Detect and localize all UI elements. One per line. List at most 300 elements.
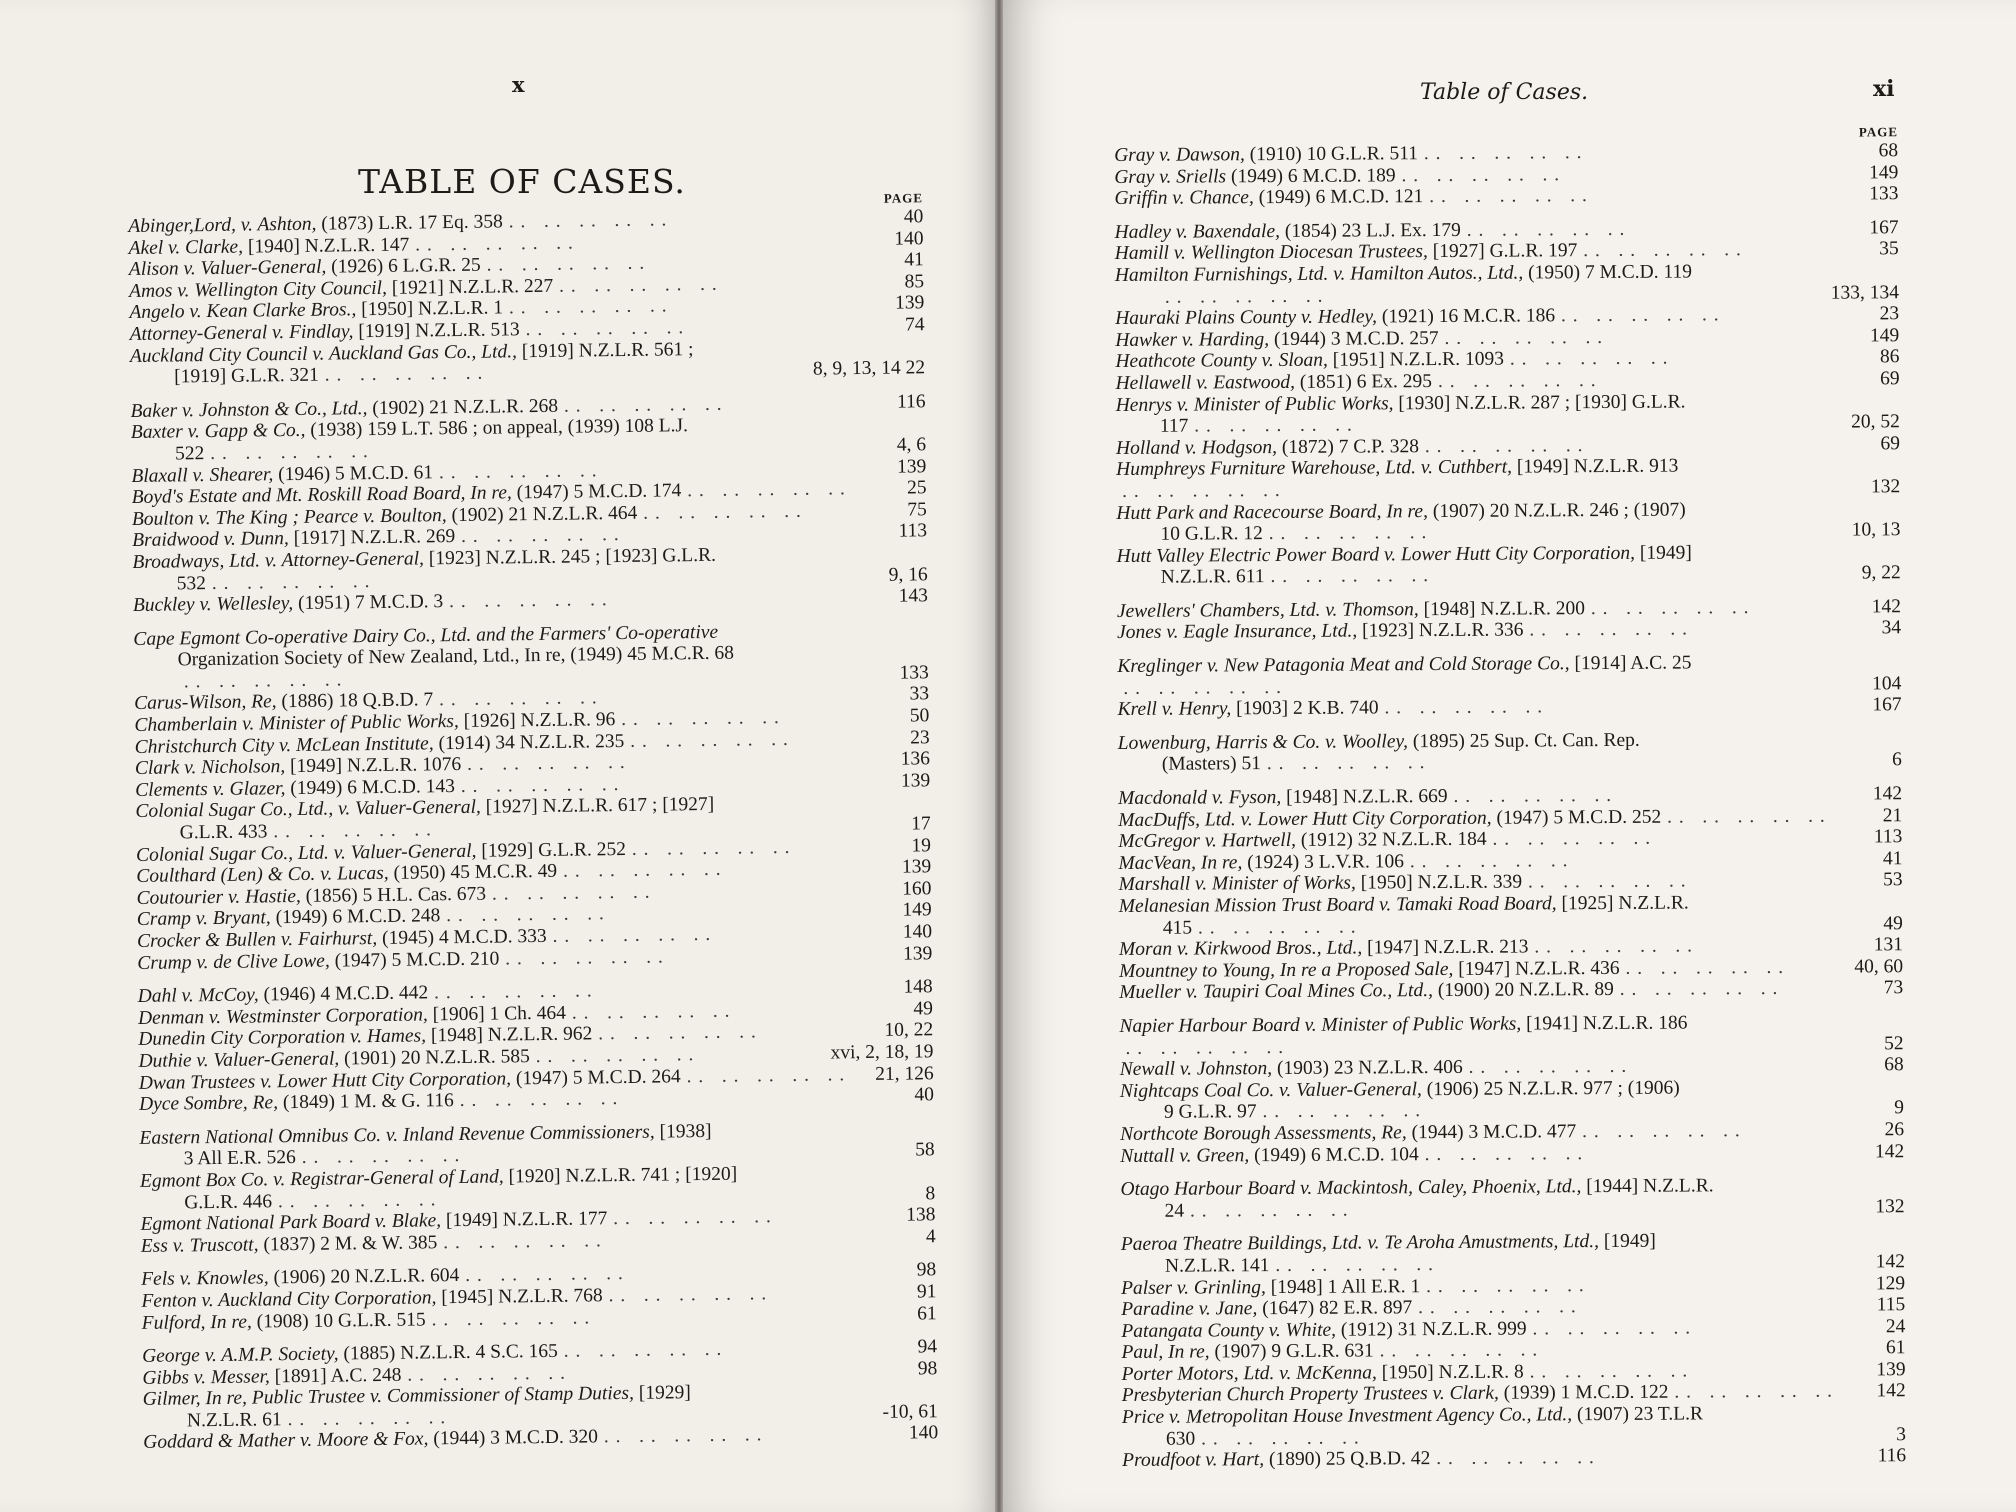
case-name: Gilmer, In re, Public Trustee v. Commissioner of Stamp Duties, [142, 1383, 635, 1411]
case-citation: (1885) N.Z.L.R. 4 S.C. 165 [343, 1340, 558, 1365]
case-citation-continued: G.L.R. 433 [179, 821, 268, 844]
case-group [1115, 217, 1901, 589]
page-column-label: PAGE [1858, 124, 1899, 140]
case-name: Braidwood v. Dunn, [132, 528, 289, 552]
case-name: Mueller v. Taupiri Coal Mines Co., Ltd., [1119, 980, 1433, 1004]
case-group [1119, 1011, 1904, 1167]
page-reference: 140 [894, 227, 924, 250]
case-citation: (1949) 6 M.C.D. 121 [1258, 186, 1424, 209]
case-citation: (1949) 6 M.C.D. 104 [1253, 1143, 1419, 1166]
case-name: Macdonald v. Fyson, [1118, 787, 1282, 810]
page-reference: 21 [1882, 804, 1903, 826]
case-citation: [1919] N.Z.L.R. 561 ; [521, 338, 694, 362]
page-reference: 86 [1879, 346, 1900, 368]
case-name: Proudfoot v. Hart, [1122, 1449, 1265, 1472]
case-name: Otago Harbour Board v. Mackintosh, Caley, Phoenix, Ltd., [1120, 1176, 1582, 1201]
page-reference: 61 [917, 1302, 937, 1324]
page-reference: 140 [908, 1422, 939, 1445]
page-reference: 160 [902, 878, 932, 900]
case-name: Chamberlain v. Minister of Public Works, [134, 711, 459, 737]
case-name: Fulford, In re, [141, 1311, 252, 1334]
case-citation: [1930] N.Z.L.R. 287 ; [1930] G.L.R. [1398, 391, 1686, 414]
page-reference: 6 [1892, 749, 1902, 771]
case-citation: (1851) 6 Ex. 295 [1299, 370, 1433, 393]
case-citation: [1938] [659, 1120, 712, 1143]
case-name: Baker v. Johnston & Co., Ltd., [130, 397, 368, 422]
case-citation: [1919] N.Z.L.R. 513 [358, 319, 520, 343]
running-head: Table of Cases. [1420, 80, 1589, 105]
left-page [0, 0, 995, 1512]
case-name: Baxter v. Gapp & Co., [130, 420, 306, 444]
case-entry [1115, 260, 1899, 308]
case-citation: (1837) 2 M. & W. 385 [263, 1232, 438, 1256]
page-reference: 139 [896, 455, 927, 478]
case-name: Boulton v. The King ; Pearce v. Boulton, [131, 504, 447, 530]
case-entry [1117, 618, 1901, 644]
page-reference: 139 [894, 292, 925, 315]
case-name: George v. A.M.P. Society, [142, 1343, 339, 1368]
case-entry [1120, 1141, 1904, 1167]
case-citation: [1950] N.Z.L.R. 1 [361, 297, 504, 321]
page-reference: 136 [900, 748, 931, 770]
case-name: Crocker & Bullen v. Fairhurst, [136, 928, 378, 952]
case-name: Cape Egmont Co-operative Dairy Co., Ltd. and the Farmers' Co-operative [133, 621, 719, 650]
page-reference: 40 [914, 1084, 935, 1106]
page-reference: 23 [1879, 303, 1900, 325]
page-reference: 149 [902, 899, 932, 921]
page-reference: 116 [896, 391, 926, 413]
page-reference: 149 [1868, 161, 1899, 183]
case-citation: (1949) 6 M.C.D. 248 [275, 905, 441, 929]
page-reference: 26 [1884, 1119, 1905, 1141]
page-reference: 69 [1880, 432, 1900, 455]
case-name: Jones v. Eagle Insurance, Ltd., [1117, 620, 1358, 644]
case-group [142, 1336, 938, 1454]
case-citation: (1895) 25 Sup. Ct. Can. Rep. [1412, 729, 1640, 753]
case-citation-continued: 415 [1162, 917, 1193, 939]
page-reference: 10, 22 [884, 1019, 934, 1042]
case-name: Mountney to Young, In re a Proposed Sale, [1119, 958, 1454, 982]
case-entry [1119, 891, 1903, 939]
case-citation: (1856) 5 H.L. Cas. 673 [305, 883, 487, 907]
page-reference: 167 [1869, 216, 1899, 239]
case-citation-continued: 9 G.L.R. 97 [1163, 1101, 1257, 1124]
case-name: Henrys v. Minister of Public Works, [1115, 392, 1394, 416]
case-citation: [1949] [1639, 542, 1692, 564]
case-group [1121, 1230, 1906, 1472]
case-citation: (1946) 5 M.C.D. 61 [277, 461, 434, 485]
case-citation-continued: 532 [176, 572, 207, 594]
case-citation-continued: G.L.R. 446 [184, 1190, 273, 1213]
case-citation: (1947) 5 M.C.D. 252 [1496, 806, 1662, 829]
case-entry [1120, 1076, 1904, 1124]
case-group [1114, 140, 1898, 210]
case-citation-continued: (Masters) 51 [1161, 753, 1262, 776]
case-citation: [1949] [1603, 1231, 1656, 1253]
case-name: Paradine v. Jane, [1121, 1298, 1258, 1321]
page-reference: 142 [1871, 596, 1901, 618]
case-group [1120, 1174, 1904, 1222]
case-name: Holland v. Hodgson, [1115, 436, 1278, 459]
case-citation: [1929] [638, 1382, 691, 1405]
case-name: Gray v. Sriells [1114, 165, 1227, 188]
case-citation: [1949] N.Z.L.R. 1076 [289, 754, 462, 778]
case-group [141, 1260, 937, 1334]
case-citation-continued: 3 All E.R. 526 [183, 1147, 296, 1170]
case-name: MacDuffs, Ltd. v. Lower Hutt City Corporation, [1118, 807, 1492, 831]
page-reference: 104 [1872, 672, 1902, 695]
case-name: Auckland City Council v. Auckland Gas Co., Ltd., [129, 340, 518, 367]
case-group [139, 1118, 936, 1257]
case-citation-continued: 117 [1159, 415, 1189, 437]
case-name: Hauraki Plains County v. Hedley, [1115, 306, 1377, 330]
case-name: Gray v. Dawson, [1114, 144, 1245, 166]
case-citation: [1940] N.Z.L.R. 147 [247, 234, 410, 258]
page-reference: 20, 52 [1850, 411, 1900, 433]
page-title: TABLE OF CASES. [358, 162, 686, 201]
case-citation-continued: [1919] G.L.R. 321 [174, 364, 319, 388]
case-entry [1122, 1402, 1906, 1450]
book-gutter [995, 0, 1003, 1512]
case-name: Napier Harbour Board v. Minister of Public Works, [1119, 1013, 1522, 1037]
case-name: Lowenburg, Harris & Co. v. Woolley, [1117, 731, 1408, 754]
case-name: Eastern National Omnibus Co. v. Inland Revenue Commissioners, [139, 1121, 655, 1149]
case-citation: [1925] N.Z.L.R. [1561, 892, 1689, 915]
case-name: Jewellers' Chambers, Ltd. v. Thomson, [1116, 599, 1419, 622]
case-name: Ess v. Truscott, [140, 1234, 259, 1257]
case-citation: (1903) 23 N.Z.L.R. 406 [1276, 1057, 1463, 1080]
case-citation: [1947] N.Z.L.R. 213 [1367, 936, 1529, 959]
case-citation: (1907) 20 N.Z.L.R. 246 ; (1907) [1432, 499, 1686, 522]
page-reference: 142 [1872, 783, 1903, 805]
page-reference: 98 [917, 1357, 938, 1380]
page-reference: 24 [1885, 1315, 1906, 1337]
case-citation: [1914] A.C. 25 [1574, 652, 1692, 675]
case-citation: (1947) 5 M.C.D. 174 [516, 480, 682, 504]
case-citation: (1908) 10 G.L.R. 515 [256, 1308, 426, 1333]
case-citation: (1914) 34 N.Z.L.R. 235 [438, 730, 625, 754]
page-reference: 52 [1884, 1032, 1904, 1054]
case-name: Denman v. Westminster Corporation, [137, 1004, 428, 1029]
case-citation: (1947) 5 M.C.D. 264 [515, 1065, 681, 1089]
case-citation: (1944) 3 M.C.D. 477 [1411, 1121, 1577, 1144]
case-entry [1114, 183, 1898, 209]
case-citation-continued: 630 [1165, 1428, 1196, 1450]
case-citation: (1947) 5 M.C.D. 210 [334, 948, 500, 972]
case-name: Porter Motors, Ltd. v. McKenna, [1121, 1362, 1377, 1385]
case-name: Dunedin City Corporation v. Hames, [138, 1025, 427, 1051]
case-name: Buckley v. Wellesley, [132, 593, 294, 617]
page-reference: 113 [1873, 826, 1903, 848]
page-reference: 139 [902, 942, 933, 965]
case-citation: (1902) 21 N.Z.L.R. 464 [451, 502, 638, 526]
case-citation: [1926] N.Z.L.R. 96 [463, 709, 616, 732]
page-reference: 40, 60 [1854, 955, 1904, 978]
case-name: Hellawell v. Eastwood, [1115, 371, 1296, 394]
page-reference: 115 [1876, 1294, 1906, 1316]
case-citation: (1949) 6 M.C.D. 189 [1230, 164, 1396, 187]
right-folio: xi [1873, 76, 1895, 102]
case-name: Newall v. Johnston, [1119, 1058, 1273, 1081]
page-reference: 8 [925, 1182, 936, 1204]
case-citation: (1873) L.R. 17 Eq. 358 [321, 211, 503, 235]
case-name: Carus-Wilson, Re, [134, 691, 277, 715]
case-citation: (1872) 7 C.P. 328 [1281, 435, 1419, 458]
case-citation: [1906] 1 Ch. 464 [432, 1002, 567, 1026]
page-reference: 49 [913, 998, 934, 1020]
case-citation: [1929] G.L.R. 252 [481, 838, 627, 862]
page-reference: 69 [1879, 368, 1900, 390]
page-reference: 133 [899, 662, 929, 684]
page-reference: 9, 22 [1861, 562, 1901, 584]
case-citation: (1886) 18 Q.B.D. 7 [281, 689, 434, 713]
case-name: Humphreys Furniture Warehouse, Ltd. v. Cuthbert, [1116, 456, 1513, 481]
page-reference: 138 [906, 1204, 936, 1226]
case-name: Hamilton Furnishings, Ltd. v. Hamilton Autos., Ltd., [1114, 262, 1524, 286]
page-reference: 8, 9, 13, 14 22 [812, 357, 926, 380]
case-citation: [1903] 2 K.B. 740 [1236, 697, 1379, 720]
case-name: Clements v. Glazer, [135, 777, 286, 801]
page-reference: 113 [898, 520, 928, 542]
case-name: Krell v. Henry, [1117, 698, 1232, 721]
case-name: Colonial Sugar Co., Ltd., v. Valuer-General, [135, 797, 481, 823]
page-reference: 139 [900, 770, 931, 792]
case-citation: (1910) 10 G.L.R. 511 [1249, 143, 1419, 166]
case-name: Goddard & Mather v. Moore & Fox, [143, 1428, 429, 1454]
case-name: Boyd's Estate and Mt. Roskill Road Board, In re, [131, 482, 512, 509]
page-reference: 142 [1875, 1251, 1905, 1273]
case-citation: (1900) 20 N.Z.L.R. 89 [1437, 979, 1614, 1002]
case-citation: [1948] N.Z.L.R. 669 [1286, 786, 1448, 808]
case-name: Nuttall v. Green, [1120, 1144, 1250, 1167]
page-reference: 9, 16 [888, 563, 928, 586]
case-citation: [1945] N.Z.L.R. 768 [441, 1285, 603, 1309]
page-reference: 68 [1884, 1054, 1904, 1076]
page-reference: 34 [1881, 617, 1902, 639]
case-name: Duthie v. Valuer-General, [138, 1048, 340, 1072]
page-reference: 35 [1879, 238, 1899, 260]
case-name: Griffin v. Chance, [1114, 187, 1254, 210]
page-reference: 41 [1882, 848, 1903, 870]
case-citation: (1950) 45 M.C.R. 49 [393, 861, 558, 885]
right-case-list [1114, 124, 1906, 1484]
page-reference: 142 [1876, 1380, 1906, 1402]
case-name: Cramp v. Bryant, [136, 907, 271, 931]
case-name: Patangata County v. White, [1121, 1319, 1337, 1342]
page-reference: 40 [903, 206, 924, 228]
case-citation: (1906) 20 N.Z.L.R. 604 [273, 1265, 460, 1289]
page-reference: 139 [1876, 1359, 1906, 1381]
case-entry [1119, 1011, 1903, 1059]
case-citation: [1951] N.Z.L.R. 1093 [1332, 348, 1504, 372]
page-reference: 10, 13 [1851, 519, 1901, 541]
case-citation-continued: N.Z.L.R. 61 [186, 1409, 282, 1432]
case-citation: (1926) 6 L.G.R. 25 [331, 254, 481, 278]
page-reference: 21, 126 [875, 1062, 934, 1085]
page-reference: xvi, 2, 18, 19 [830, 1041, 934, 1064]
case-citation: (1912) 32 N.Z.L.R. 184 [1300, 828, 1487, 852]
page-column-label: PAGE [883, 190, 924, 206]
case-name: Price v. Metropolitan House Investment Agency Co., Ltd., [1121, 1404, 1573, 1429]
case-entry [1116, 498, 1900, 546]
page-reference: 143 [898, 585, 929, 607]
case-citation: [1923] N.Z.L.R. 245 ; [1923] G.L.R. [428, 544, 717, 570]
case-name: Hutt Park and Racecourse Board, In re, [1116, 500, 1428, 524]
case-citation: [1948] 1 All E.R. 1 [1270, 1275, 1421, 1298]
case-citation: (1951) 7 M.C.D. 3 [297, 591, 444, 615]
case-citation: (1945) 4 M.C.D. 333 [381, 925, 547, 949]
case-entry [1117, 694, 1901, 720]
case-citation: (1854) 23 L.J. Ex. 179 [1284, 219, 1461, 242]
page-reference: 53 [1883, 869, 1903, 891]
case-name: Clark v. Nicholson, [134, 756, 286, 780]
case-citation: (1946) 4 M.C.D. 442 [263, 982, 429, 1006]
case-name: Dyce Sombre, Re, [138, 1092, 279, 1116]
case-name: MacVean, In re, [1118, 852, 1243, 874]
case-citation: (1647) 82 E.R. 897 [1262, 1297, 1413, 1320]
case-citation-continued: N.Z.L.R. 611 [1160, 566, 1265, 589]
page-reference: 167 [1872, 694, 1902, 716]
case-entry [133, 619, 929, 693]
case-citation: (1939) 1 M.C.D. 122 [1503, 1382, 1669, 1405]
page-reference: 148 [903, 976, 933, 998]
case-entry [1121, 1230, 1905, 1278]
case-name: Fels v. Knowles, [141, 1267, 269, 1291]
case-group [130, 391, 928, 617]
case-group [1117, 651, 1901, 721]
case-name: Coutourier v. Hastie, [136, 885, 301, 909]
page-reference: 17 [911, 813, 931, 835]
case-citation: (1944) 3 M.C.D. 320 [433, 1426, 599, 1450]
case-entry [1117, 541, 1901, 589]
page-reference: 94 [917, 1336, 938, 1358]
case-citation: (1902) 21 N.Z.L.R. 268 [372, 395, 559, 419]
page-reference: 142 [1874, 1140, 1905, 1162]
case-name: Gibbs v. Messer, [142, 1366, 270, 1389]
case-citation: [1917] N.Z.L.R. 269 [293, 526, 456, 550]
case-citation: (1950) 7 M.C.D. 119 [1527, 261, 1693, 284]
case-name: Christchurch City v. McLean Institute, [134, 732, 434, 758]
page-reference: 58 [915, 1139, 935, 1161]
page-reference: 132 [1870, 476, 1901, 498]
page-reference: 133 [1869, 183, 1899, 205]
case-name: Crump v. de Clive Lowe, [137, 950, 330, 974]
case-name: Moran v. Kirkwood Bros., Ltd., [1118, 937, 1363, 961]
case-citation-continued: 10 G.L.R. 12 [1160, 523, 1263, 545]
case-citation-continued: Organization Society of New Zealand, Ltd., In re, (1949) 45 M.C.R. 68 [177, 642, 735, 671]
case-citation: [1947] N.Z.L.R. 436 [1458, 957, 1620, 980]
case-entry [1117, 651, 1901, 699]
case-name: Palser v. Grinling, [1121, 1276, 1266, 1299]
page-reference: 149 [1869, 324, 1900, 347]
case-citation: [1921] N.Z.L.R. 227 [391, 275, 554, 299]
case-citation: (1901) 20 N.Z.L.R. 585 [343, 1046, 530, 1070]
page-reference: 74 [904, 314, 925, 336]
page-reference: 25 [906, 477, 927, 499]
right-page [1003, 0, 2016, 1512]
case-group [1117, 596, 1901, 644]
case-name: Colonial Sugar Co., Ltd. v. Valuer-General, [135, 840, 477, 866]
case-name: Presbyterian Church Property Trustees v. Clark, [1121, 1383, 1499, 1407]
case-name: Hadley v. Baxendale, [1114, 220, 1281, 243]
case-group [133, 619, 932, 974]
case-name: Dwan Trustees v. Lower Hutt City Corporation, [138, 1067, 512, 1094]
case-citation: [1949] N.Z.L.R. 913 [1516, 455, 1679, 478]
case-citation: (1906) 25 N.Z.L.R. 977 ; (1906) [1426, 1077, 1680, 1100]
page-reference: 19 [911, 834, 932, 857]
case-citation: (1912) 31 N.Z.L.R. 999 [1340, 1318, 1527, 1341]
case-citation: [1891] A.C. 248 [274, 1364, 402, 1387]
page-reference: 4 [925, 1225, 936, 1248]
case-name: Heathcote County v. Sloan, [1115, 350, 1328, 373]
case-name: Fenton v. Auckland City Corporation, [141, 1287, 437, 1312]
case-name: Broadways, Ltd. v. Attorney-General, [132, 548, 425, 573]
case-name: Marshall v. Minister of Works, [1118, 872, 1356, 896]
case-name: Amos v. Wellington City Council, [128, 277, 388, 302]
page-reference: 23 [909, 726, 930, 749]
page-reference: 116 [1877, 1445, 1907, 1467]
case-citation: [1927] G.L.R. 197 [1432, 240, 1578, 263]
page-reference: 49 [1883, 912, 1903, 934]
case-citation: (1921) 16 M.C.R. 186 [1381, 305, 1556, 328]
case-citation: [1944] N.Z.L.R. [1586, 1175, 1714, 1198]
case-name: Dahl v. McCoy, [137, 984, 259, 1008]
case-name: Melanesian Mission Trust Board v. Tamaki Road Board, [1118, 893, 1557, 917]
case-name: Attorney-General v. Findlay, [129, 321, 354, 345]
case-citation: (1938) 159 L.T. 586 ; on appeal, (1939) 108 L.J. [310, 415, 689, 442]
case-name: Alison v. Valuer-General, [128, 256, 327, 281]
page-reference: 98 [916, 1259, 937, 1281]
case-name: McGregor v. Hartwell, [1118, 830, 1297, 853]
left-folio: x [512, 72, 525, 97]
case-entry [1116, 455, 1900, 503]
case-citation-continued: 522 [174, 443, 205, 465]
case-citation: (1907) 9 G.L.R. 631 [1214, 1340, 1374, 1363]
case-name: Egmont National Park Board v. Blake, [140, 1210, 442, 1236]
case-name: Abinger,Lord, v. Ashton, [128, 213, 317, 237]
case-citation: [1948] N.Z.L.R. 200 [1423, 598, 1586, 620]
case-citation-continued: N.Z.L.R. 141 [1164, 1254, 1270, 1277]
page-reference: 33 [909, 683, 930, 705]
case-citation: [1941] N.Z.L.R. 186 [1526, 1012, 1688, 1035]
page-reference: 129 [1875, 1272, 1906, 1294]
case-group [1118, 783, 1903, 1004]
page-reference: 68 [1878, 140, 1899, 162]
case-citation: [1927] N.Z.L.R. 617 ; [1927] [485, 794, 715, 819]
case-name: Akel v. Clarke, [128, 236, 244, 259]
case-entry [1119, 978, 1903, 1004]
case-name: Egmont Box Co. v. Registrar-General of Land, [139, 1166, 504, 1192]
left-case-list [128, 190, 938, 1466]
case-name: Coulthard (Len) & Co. v. Lucas, [136, 863, 389, 888]
page-reference: 139 [901, 856, 932, 878]
case-citation: [1950] N.Z.L.R. 8 [1381, 1361, 1524, 1384]
case-citation: (1944) 3 M.C.D. 257 [1273, 327, 1439, 350]
case-name: Angelo v. Kean Clarke Bros., [129, 299, 357, 324]
case-group [138, 976, 935, 1115]
case-citation: [1950] N.Z.L.R. 339 [1360, 871, 1523, 894]
case-citation: (1890) 25 Q.B.D. 42 [1268, 1448, 1431, 1471]
case-citation: [1920] N.Z.L.R. 741 ; [1920] [508, 1163, 738, 1188]
case-name: Hamill v. Wellington Diocesan Trustees, [1114, 241, 1428, 265]
case-citation: (1949) 6 M.C.D. 143 [290, 775, 456, 799]
case-name: Nightcaps Coal Co. v. Valuer-General, [1119, 1078, 1422, 1102]
page-reference: 132 [1875, 1195, 1905, 1218]
case-name: Paul, In re, [1121, 1341, 1210, 1364]
case-name: Kreglinger v. New Patagonia Meat and Cold Storage Co., [1117, 653, 1570, 678]
case-citation: (1924) 3 L.V.R. 106 [1247, 851, 1404, 874]
case-name: Northcote Borough Assessments, Re, [1120, 1122, 1407, 1145]
